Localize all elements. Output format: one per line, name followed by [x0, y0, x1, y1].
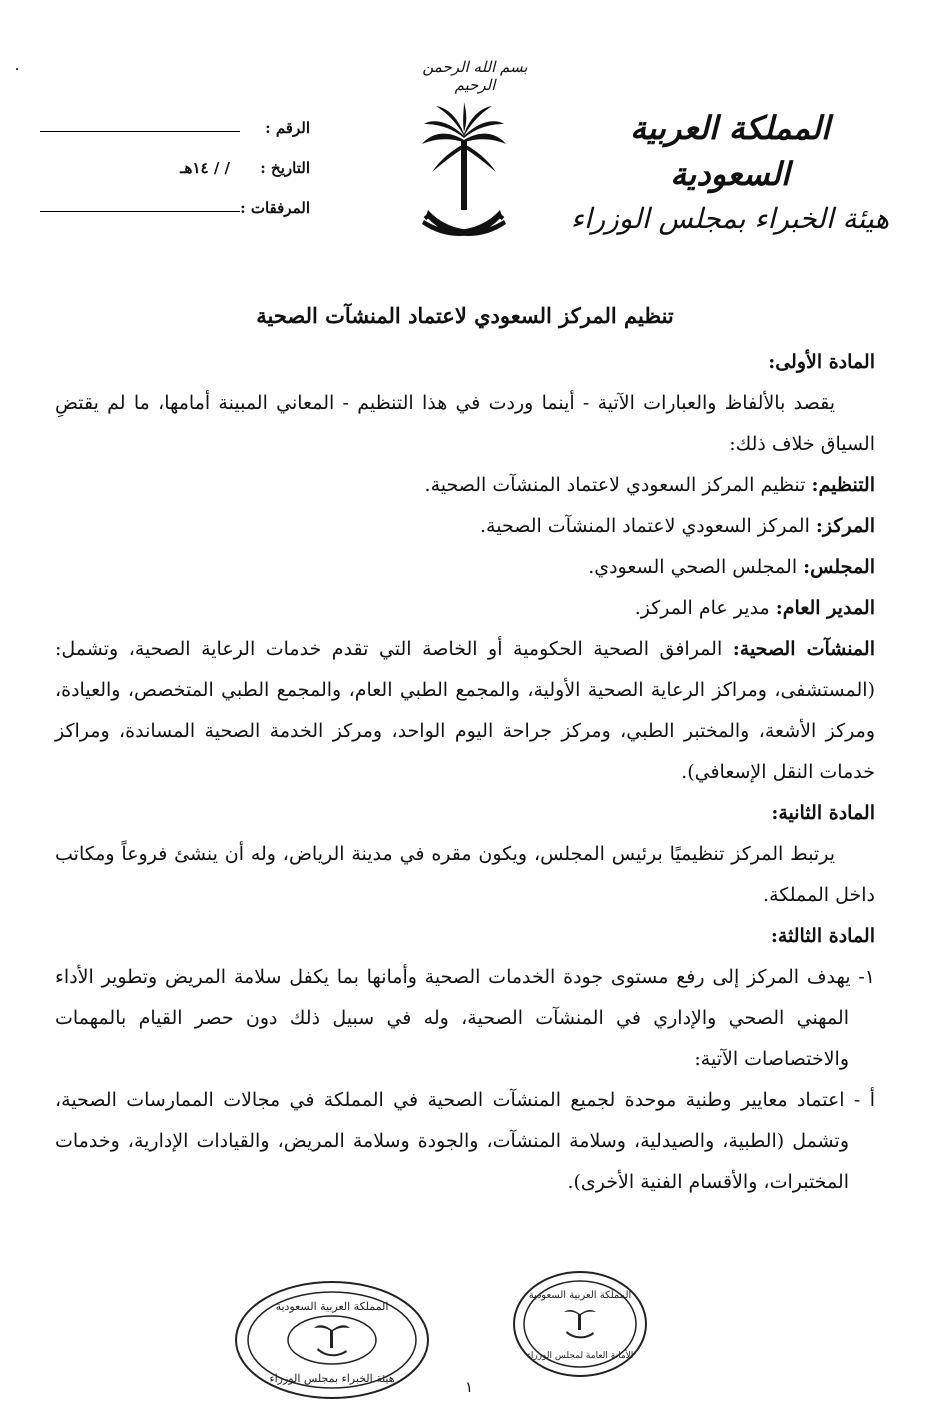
reference-block [40, 108, 310, 228]
attachments-label: المرفقات : [240, 199, 310, 217]
article-3-sub-item-a: أ - اعتماد معايير وطنية موحدة لجميع المنشآت الصحية في المملكة في مجالات الممارسات الصحية، وتشمل (الطبية، والصيدلية، وسلامة المنشآت، والجودة وسلامة المريض، والقيادات الإدارية، وخدمات المختبرات، والأقسام الفنية الأخرى). [55, 1089, 875, 1193]
definition-item [55, 506, 875, 547]
definition-item [55, 547, 875, 588]
date-row [40, 148, 310, 188]
scan-speck [16, 68, 18, 70]
attachments-row [40, 188, 310, 228]
organization-header [565, 105, 895, 241]
definition-item [55, 465, 875, 506]
saudi-emblem-palm-swords-icon [418, 100, 510, 250]
definition-text: المركز السعودي لاعتماد المنشآت الصحية. [480, 515, 816, 537]
reference-line [40, 130, 240, 132]
definition-text: تنظيم المركز السعودي لاعتماد المنشآت الصحية. [424, 474, 812, 496]
reference-label: الرقم : [265, 119, 310, 137]
seal-right-top-text: المملكة العربية السعودية [528, 1290, 632, 1301]
reference-row [40, 108, 310, 148]
date-label: التاريخ : [260, 159, 310, 177]
seal-right-bottom-text: الأمانة العامة لمجلس الوزراء [526, 1351, 634, 1361]
definition-term: المركز: [815, 515, 875, 537]
definition-term: المجلس: [803, 556, 875, 578]
definition-item [55, 588, 875, 629]
article-2-text: يرتبط المركز تنظيميًا برئيس المجلس، ويكون مقره في مدينة الرياض، وله أن ينشئ فروعاً ومكاتب داخل المملكة. [55, 843, 875, 906]
date-value: / / ١٤هـ [180, 159, 230, 177]
article-1-intro: يقصد بالألفاظ والعبارات الآتية - أينما وردت في هذا التنظيم - المعاني المبينة أمامها، ما لم يقتضِ السياق خلاف ذلك: [55, 392, 875, 455]
definition-text: مدير عام المركز. [634, 597, 776, 619]
article-1-heading: المادة الأولى: [768, 351, 875, 373]
definition-item [55, 629, 875, 793]
definition-term: المنشآت الصحية: [732, 638, 875, 660]
basmala: بسم الله الرحمن الرحيم [422, 58, 528, 94]
org-line-1: المملكة العربية السعودية [630, 109, 830, 193]
page-number: ١ [465, 1378, 474, 1396]
definition-text: المجلس الصحي السعودي. [588, 556, 804, 578]
definition-term: المدير العام: [775, 597, 875, 619]
article-2-heading: المادة الثانية: [771, 802, 875, 824]
definition-term: التنظيم: [811, 474, 875, 496]
article-3-item-1: ١- يهدف المركز إلى رفع مستوى جودة الخدمات الصحية وأمانها بما يكفل سلامة المريض وتطوير الأداء المهني الصحي والإداري في المنشآت الصحية، وله في سبيل ذلك دون حصر القيام بالمهمات والاختصاصات الآتية: [55, 966, 875, 1070]
attachments-line [40, 210, 240, 212]
org-line-2: هيئة الخبراء بمجلس الوزراء [570, 202, 890, 235]
seal-stamp-left [232, 1278, 432, 1403]
seal-left-top-text: المملكة العربية السعودية [275, 1300, 389, 1313]
document-title: تنظيم المركز السعودي لاعتماد المنشآت الصحية [256, 303, 674, 328]
seal-stamp-right [510, 1268, 650, 1380]
article-3-heading: المادة الثالثة: [770, 925, 875, 947]
definition-text: المرافق الصحية الحكومية أو الخاصة التي تقدم خدمات الرعاية الصحية، وتشمل: (المستشفى، ومراكز الرعاية الصحية الأولية، والمجمع الطبي العام، والمجمع الطبي المتخصص، والعيادة، ومركز الأشعة، والمختبر الطبي، ومركز جراحة اليوم الواحد، ومركز الخدمة الصحية المساندة، ومراكز خدمات النقل الإسعافي). [55, 638, 875, 783]
document-body [55, 342, 875, 1203]
seal-left-bottom-text: هيئة الخبراء بمجلس الوزراء [269, 1372, 395, 1385]
